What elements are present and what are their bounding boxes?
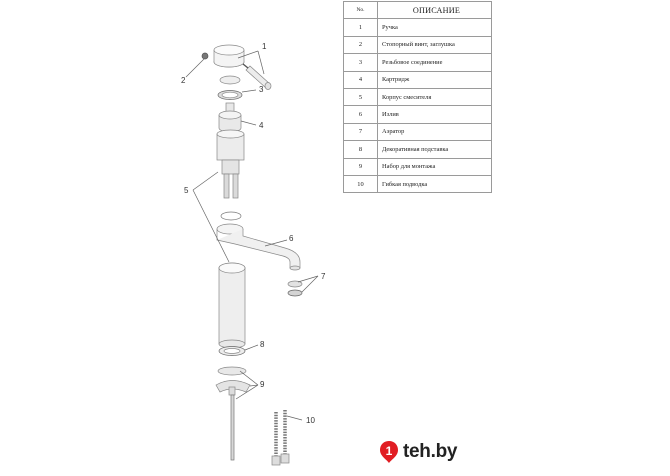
cartridge-part xyxy=(219,103,241,132)
row-desc: Гибкая подводка xyxy=(378,175,492,192)
row-no: 7 xyxy=(344,123,378,140)
header-no: No. xyxy=(344,2,378,19)
row-desc: Набор для монтажа xyxy=(378,158,492,175)
row-no: 10 xyxy=(344,175,378,192)
watermark-text: teh.by xyxy=(403,441,458,462)
table-row xyxy=(344,19,492,36)
row-desc: Стопорный винт, заглушка xyxy=(378,36,492,53)
row-no: 6 xyxy=(344,106,378,123)
row-desc: Декоративная подставка xyxy=(378,141,492,158)
row-no: 5 xyxy=(344,88,378,105)
callout-7: 7 xyxy=(321,272,326,281)
threaded-connection-part xyxy=(218,76,242,100)
table-row xyxy=(344,54,492,71)
table-row xyxy=(344,36,492,53)
callout-9: 9 xyxy=(260,380,265,389)
callout-1: 1 xyxy=(262,42,267,51)
row-no: 1 xyxy=(344,19,378,36)
plug-part xyxy=(243,64,248,68)
callout-5: 5 xyxy=(184,186,189,195)
table-row xyxy=(344,123,492,140)
cartridge-body-part xyxy=(217,130,244,198)
callout-10: 10 xyxy=(306,416,315,425)
callout-3: 3 xyxy=(259,85,264,94)
flexible-hose-part xyxy=(272,410,289,465)
table-row xyxy=(344,71,492,88)
set-screw-part xyxy=(202,53,208,59)
table-row xyxy=(344,88,492,105)
row-desc: Излив xyxy=(378,106,492,123)
row-no: 3 xyxy=(344,54,378,71)
row-no: 9 xyxy=(344,158,378,175)
row-desc: Резьбовое соединение xyxy=(378,54,492,71)
header-description: ОПИСАНИЕ xyxy=(378,2,492,19)
o-ring-part xyxy=(221,212,241,220)
callout-2: 2 xyxy=(181,76,186,85)
row-desc: Ручка xyxy=(378,19,492,36)
callout-8: 8 xyxy=(260,340,265,349)
logo-digit: 1 xyxy=(385,444,393,458)
decorative-base-part xyxy=(219,347,245,356)
row-no: 2 xyxy=(344,36,378,53)
parts-table xyxy=(343,1,492,193)
watermark xyxy=(378,439,457,465)
row-desc: Корпус смесителя xyxy=(378,88,492,105)
row-desc: Картридж xyxy=(378,71,492,88)
table-header-row xyxy=(344,2,492,19)
table-row xyxy=(344,106,492,123)
leader-lines xyxy=(186,51,318,420)
teh-by-logo-icon xyxy=(378,440,400,464)
callout-6: 6 xyxy=(289,234,294,243)
table-row xyxy=(344,141,492,158)
table-row xyxy=(344,175,492,192)
mixer-body-part xyxy=(219,263,245,348)
row-desc: Аэратор xyxy=(378,123,492,140)
aerator-part xyxy=(288,281,302,296)
row-no: 8 xyxy=(344,141,378,158)
table-row xyxy=(344,158,492,175)
mounting-kit-part xyxy=(216,367,250,460)
row-no: 4 xyxy=(344,71,378,88)
callout-4: 4 xyxy=(259,121,264,130)
